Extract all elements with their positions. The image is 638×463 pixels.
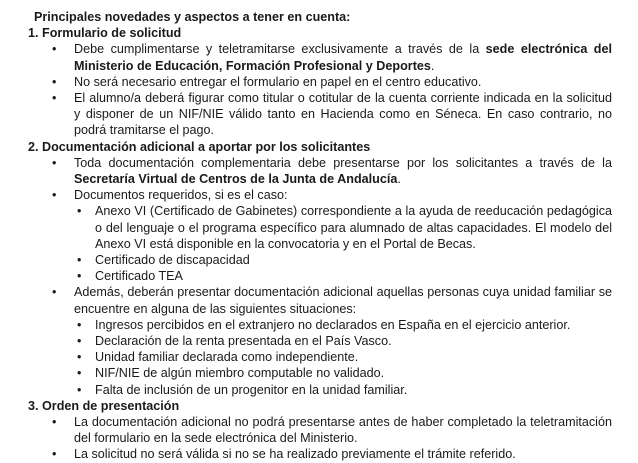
document-heading: Principales novedades y aspectos a tener en cuenta: <box>34 10 351 24</box>
sublist-item: • Ingresos percibidos en el extranjero no declarados en España en el ejercicio anterior. <box>76 317 612 333</box>
sublist-situaciones <box>76 317 612 398</box>
list-item: • Toda documentación complementaria debe presentarse por los solicitantes a través de la Secretaría Virtual de Centros de la Junta de Andalucía. <box>34 155 612 187</box>
sede-electronica-ministerio-text: sede electrónica del Ministerio de Educación, Formación Profesional y Deportes <box>74 42 612 73</box>
list-item: • Debe cumplimentarse y teletramitarse exclusivamente a través de la sede electrónica del Ministerio de Educación, Formación Profesional y Deportes. <box>34 41 612 73</box>
sublist-documentos <box>76 203 612 284</box>
section-list <box>34 414 612 463</box>
sublist-item: • Certificado TEA <box>76 268 612 284</box>
list-item: • No será necesario entregar el formulario en papel en el centro educativo. <box>34 74 612 90</box>
list-item: • Además, deberán presentar documentación adicional aquellas personas cuya unidad familiar se encuentre en alguna de las siguientes situaciones: <box>34 284 612 316</box>
section-title-orden: 3. Orden de presentación <box>28 398 180 413</box>
section-title-documentacion: 2. Documentación adicional a aportar por los solicitantes <box>28 139 371 154</box>
secretaria-virtual-text: Secretaría Virtual de Centros de la Junta de Andalucía <box>74 172 398 187</box>
sublist-item: • Declaración de la renta presentada en el País Vasco. <box>76 333 612 349</box>
section-title-formulario: 1. Formulario de solicitud <box>28 26 182 41</box>
sublist-item: • Falta de inclusión de un progenitor en la unidad familiar. <box>76 382 612 398</box>
sublist-item: • Certificado de discapacidad <box>76 252 612 268</box>
list-item: • La documentación adicional no podrá presentarse antes de haber completado la teletramitación del formulario en la sede electrónica del Ministerio. <box>34 414 612 446</box>
list-item: • La solicitud no será válida si no se ha realizado previamente el trámite referido. <box>34 446 612 462</box>
sublist-item: • NIF/NIE de algún miembro computable no validado. <box>76 365 612 381</box>
section-list <box>34 41 612 138</box>
sublist-item: • Unidad familiar declarada como independiente. <box>76 349 612 365</box>
list-item: • El alumno/a deberá figurar como titular o cotitular de la cuenta corriente indicada en la solicitud y disponer de un NIF/NIE válido tanto en Hacienda como en Séneca. En caso contrario, no podrá tramitarse el pago. <box>34 90 612 139</box>
section-list <box>34 155 612 204</box>
sublist-item: • Anexo VI (Certificado de Gabinetes) correspondiente a la ayuda de reeducación pedagógica o del lenguaje o el programa específico para alumnado de altas capacidades. El modelo del Anexo VI está disponible en la convocatoria y en el Portal de Becas. <box>76 203 612 252</box>
document-body <box>28 9 612 463</box>
section-list <box>34 284 612 316</box>
list-item: • Documentos requeridos, si es el caso: <box>34 187 612 203</box>
